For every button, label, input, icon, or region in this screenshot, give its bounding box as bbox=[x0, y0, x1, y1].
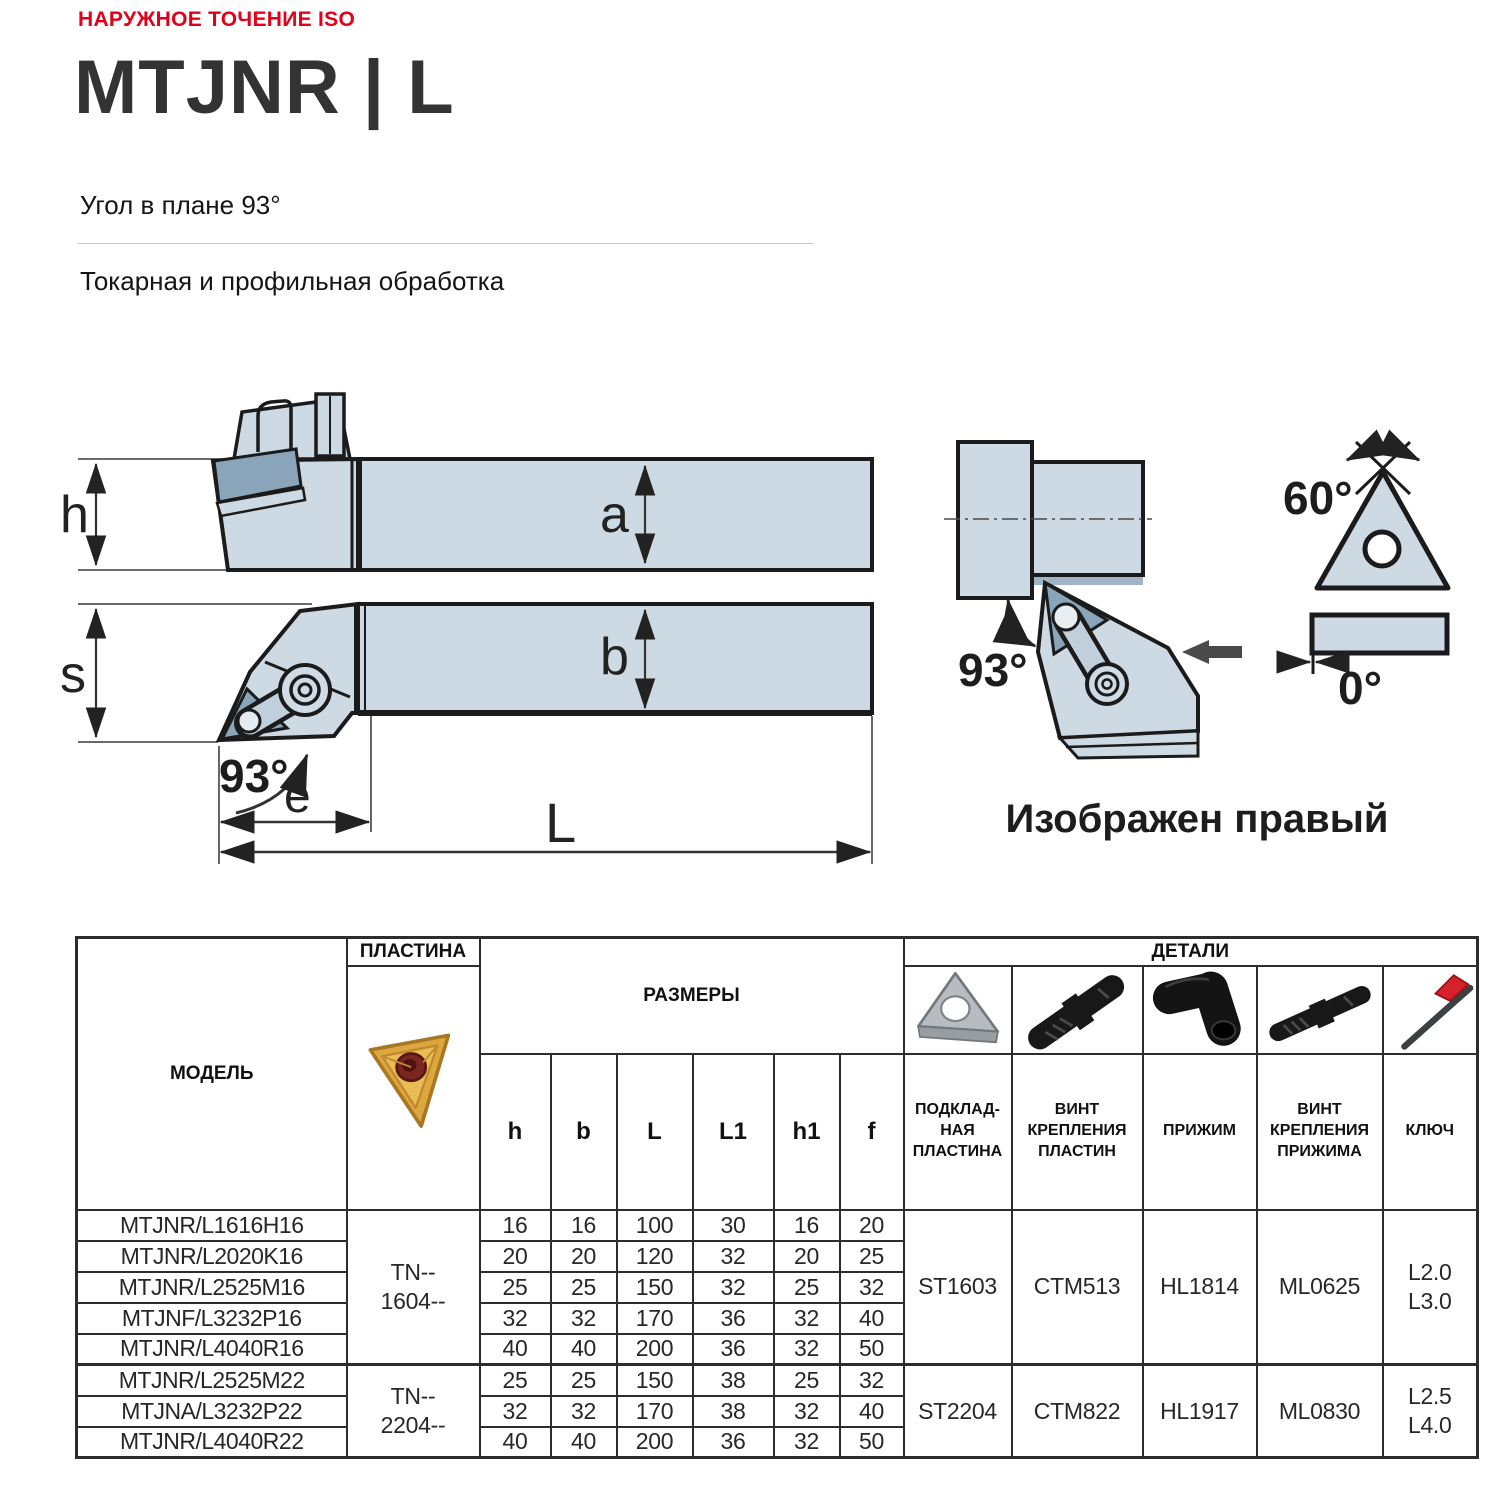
dim-col-b: b bbox=[551, 1054, 617, 1210]
L-cell: 150 bbox=[617, 1272, 693, 1303]
dim-col-f: f bbox=[840, 1054, 904, 1210]
dim-b-label: b bbox=[600, 628, 629, 686]
insert-screw-cell: CTM513 bbox=[1012, 1210, 1143, 1365]
header-model: МОДЕЛЬ bbox=[77, 938, 347, 1210]
h-cell: 25 bbox=[480, 1272, 551, 1303]
h1-cell: 32 bbox=[774, 1334, 840, 1365]
technical-drawings bbox=[0, 380, 1500, 880]
hex-key-icon bbox=[1384, 968, 1476, 1052]
dim-L-label: L bbox=[545, 791, 577, 854]
h-cell: 40 bbox=[480, 1427, 551, 1458]
header-insert: ПЛАСТИНА bbox=[347, 938, 480, 966]
part-col-key: КЛЮЧ bbox=[1383, 1054, 1478, 1210]
gold-insert-icon bbox=[354, 1013, 472, 1163]
h-cell: 32 bbox=[480, 1303, 551, 1334]
key-line: L2.0 bbox=[1407, 1259, 1452, 1285]
application-drawing bbox=[944, 442, 1448, 841]
b-cell: 40 bbox=[551, 1427, 617, 1458]
key-line: L4.0 bbox=[1407, 1412, 1452, 1438]
dim-a-label: a bbox=[600, 486, 629, 544]
h-cell: 32 bbox=[480, 1396, 551, 1427]
L-cell: 170 bbox=[617, 1303, 693, 1334]
h1-cell: 32 bbox=[774, 1396, 840, 1427]
model-cell: MTJNA/L3232P22 bbox=[77, 1396, 347, 1427]
insert-line: 1604-- bbox=[380, 1287, 446, 1314]
insert-screw-icon bbox=[1017, 967, 1137, 1053]
f-cell: 25 bbox=[840, 1241, 904, 1272]
model-cell: MTJNR/L4040R22 bbox=[77, 1427, 347, 1458]
clamp-screw-photo-cell bbox=[1257, 966, 1383, 1054]
insert-line: TN-- bbox=[390, 1383, 436, 1410]
subtitle-machining: Токарная и профильная обработка bbox=[80, 266, 505, 296]
h-cell: 40 bbox=[480, 1334, 551, 1365]
shim-cell: ST1603 bbox=[904, 1210, 1012, 1365]
b-cell: 25 bbox=[551, 1365, 617, 1396]
shim-cell: ST2204 bbox=[904, 1365, 1012, 1458]
spec-table bbox=[75, 936, 1479, 1459]
page-title: MTJNR | L bbox=[74, 45, 455, 130]
b-cell: 40 bbox=[551, 1334, 617, 1365]
b-cell: 25 bbox=[551, 1272, 617, 1303]
f-cell: 40 bbox=[840, 1396, 904, 1427]
f-cell: 32 bbox=[840, 1365, 904, 1396]
shim-plate-icon bbox=[906, 968, 1010, 1052]
h1-cell: 25 bbox=[774, 1272, 840, 1303]
part-col-shim: ПОДКЛАДНАЯ ПЛАСТИНА bbox=[904, 1054, 1012, 1210]
divider-line bbox=[78, 243, 813, 244]
dim-e-label: e bbox=[284, 770, 311, 823]
h-cell: 20 bbox=[480, 1241, 551, 1272]
b-cell: 32 bbox=[551, 1303, 617, 1334]
clamp-screw-cell: ML0625 bbox=[1257, 1210, 1383, 1365]
header-sizes: РАЗМЕРЫ bbox=[480, 938, 904, 1054]
L-cell: 100 bbox=[617, 1210, 693, 1241]
dim-col-h1: h1 bbox=[774, 1054, 840, 1210]
model-cell: MTJNR/L2525M16 bbox=[77, 1272, 347, 1303]
model-cell: MTJNR/L1616H16 bbox=[77, 1210, 347, 1241]
part-col-clamp-screw: ВИНТ КРЕПЛЕНИЯ ПРИЖИМА bbox=[1257, 1054, 1383, 1210]
insert-line: TN-- bbox=[390, 1259, 436, 1285]
model-cell: MTJNF/L3232P16 bbox=[77, 1303, 347, 1334]
plan-angle-label: 93° bbox=[219, 750, 289, 802]
dim-col-h: h bbox=[480, 1054, 551, 1210]
application-angle-label: 93° bbox=[958, 644, 1028, 696]
clamp-screw-cell: ML0830 bbox=[1257, 1365, 1383, 1458]
h-cell: 16 bbox=[480, 1210, 551, 1241]
clamp-photo-cell bbox=[1143, 966, 1257, 1054]
f-cell: 40 bbox=[840, 1303, 904, 1334]
L-cell: 150 bbox=[617, 1365, 693, 1396]
L-cell: 170 bbox=[617, 1396, 693, 1427]
f-cell: 50 bbox=[840, 1427, 904, 1458]
insert-line: 2204-- bbox=[380, 1412, 446, 1438]
L1-cell: 36 bbox=[693, 1334, 774, 1365]
L1-cell: 36 bbox=[693, 1303, 774, 1334]
insert-photo-cell bbox=[347, 966, 480, 1210]
key-cell bbox=[1383, 1365, 1478, 1458]
header-parts: ДЕТАЛИ bbox=[904, 938, 1478, 966]
h1-cell: 20 bbox=[774, 1241, 840, 1272]
plan-view-drawing bbox=[60, 604, 872, 864]
wrench-photo-cell bbox=[1383, 966, 1478, 1054]
h-cell: 25 bbox=[480, 1365, 551, 1396]
h1-cell: 16 bbox=[774, 1210, 840, 1241]
h1-cell: 25 bbox=[774, 1365, 840, 1396]
clamp-cell: HL1917 bbox=[1143, 1365, 1257, 1458]
L1-cell: 38 bbox=[693, 1365, 774, 1396]
L1-cell: 30 bbox=[693, 1210, 774, 1241]
L-cell: 200 bbox=[617, 1334, 693, 1365]
f-cell: 32 bbox=[840, 1272, 904, 1303]
clamp-screw-icon bbox=[1261, 970, 1379, 1050]
subtitle-angle: Угол в плане 93° bbox=[80, 190, 281, 220]
insert-screw-photo-cell bbox=[1012, 966, 1143, 1054]
f-cell: 50 bbox=[840, 1334, 904, 1365]
model-cell: MTJNR/L4040R16 bbox=[77, 1334, 347, 1365]
insert-screw-cell: CTM822 bbox=[1012, 1365, 1143, 1458]
shim-photo-cell bbox=[904, 966, 1012, 1054]
category-label: НАРУЖНОЕ ТОЧЕНИЕ ISO bbox=[78, 8, 356, 31]
insert-blank-cell bbox=[347, 1365, 480, 1458]
part-col-insert-screw: ВИНТ КРЕПЛЕНИЯ ПЛАСТИН bbox=[1012, 1054, 1143, 1210]
L1-cell: 32 bbox=[693, 1241, 774, 1272]
dim-s-label: s bbox=[60, 646, 86, 704]
table-row bbox=[77, 1365, 1478, 1396]
b-cell: 32 bbox=[551, 1396, 617, 1427]
L1-cell: 36 bbox=[693, 1427, 774, 1458]
clamp-icon bbox=[1144, 967, 1256, 1053]
b-cell: 16 bbox=[551, 1210, 617, 1241]
h1-cell: 32 bbox=[774, 1427, 840, 1458]
part-col-clamp: ПРИЖИМ bbox=[1143, 1054, 1257, 1210]
hand-caption: Изображен правый bbox=[1005, 797, 1389, 841]
h1-cell: 32 bbox=[774, 1303, 840, 1334]
key-cell bbox=[1383, 1210, 1478, 1365]
f-cell: 20 bbox=[840, 1210, 904, 1241]
L1-cell: 32 bbox=[693, 1272, 774, 1303]
insert-tip-angle-label: 60° bbox=[1283, 472, 1353, 524]
insert-blank-cell bbox=[347, 1210, 480, 1365]
clamp-cell: HL1814 bbox=[1143, 1210, 1257, 1365]
b-cell: 20 bbox=[551, 1241, 617, 1272]
dim-col-L: L bbox=[617, 1054, 693, 1210]
table-row bbox=[77, 1210, 1478, 1241]
L-cell: 120 bbox=[617, 1241, 693, 1272]
L1-cell: 38 bbox=[693, 1396, 774, 1427]
L-cell: 200 bbox=[617, 1427, 693, 1458]
model-cell: MTJNR/L2525M22 bbox=[77, 1365, 347, 1396]
side-view-drawing bbox=[60, 394, 872, 570]
key-line: L2.5 bbox=[1407, 1383, 1452, 1410]
dim-h-label: h bbox=[60, 486, 89, 544]
feed-direction-arrow bbox=[1182, 640, 1242, 664]
key-line: L3.0 bbox=[1407, 1287, 1452, 1314]
clearance-angle-label: 0° bbox=[1338, 662, 1382, 714]
model-cell: MTJNR/L2020K16 bbox=[77, 1241, 347, 1272]
dim-col-L1: L1 bbox=[693, 1054, 774, 1210]
